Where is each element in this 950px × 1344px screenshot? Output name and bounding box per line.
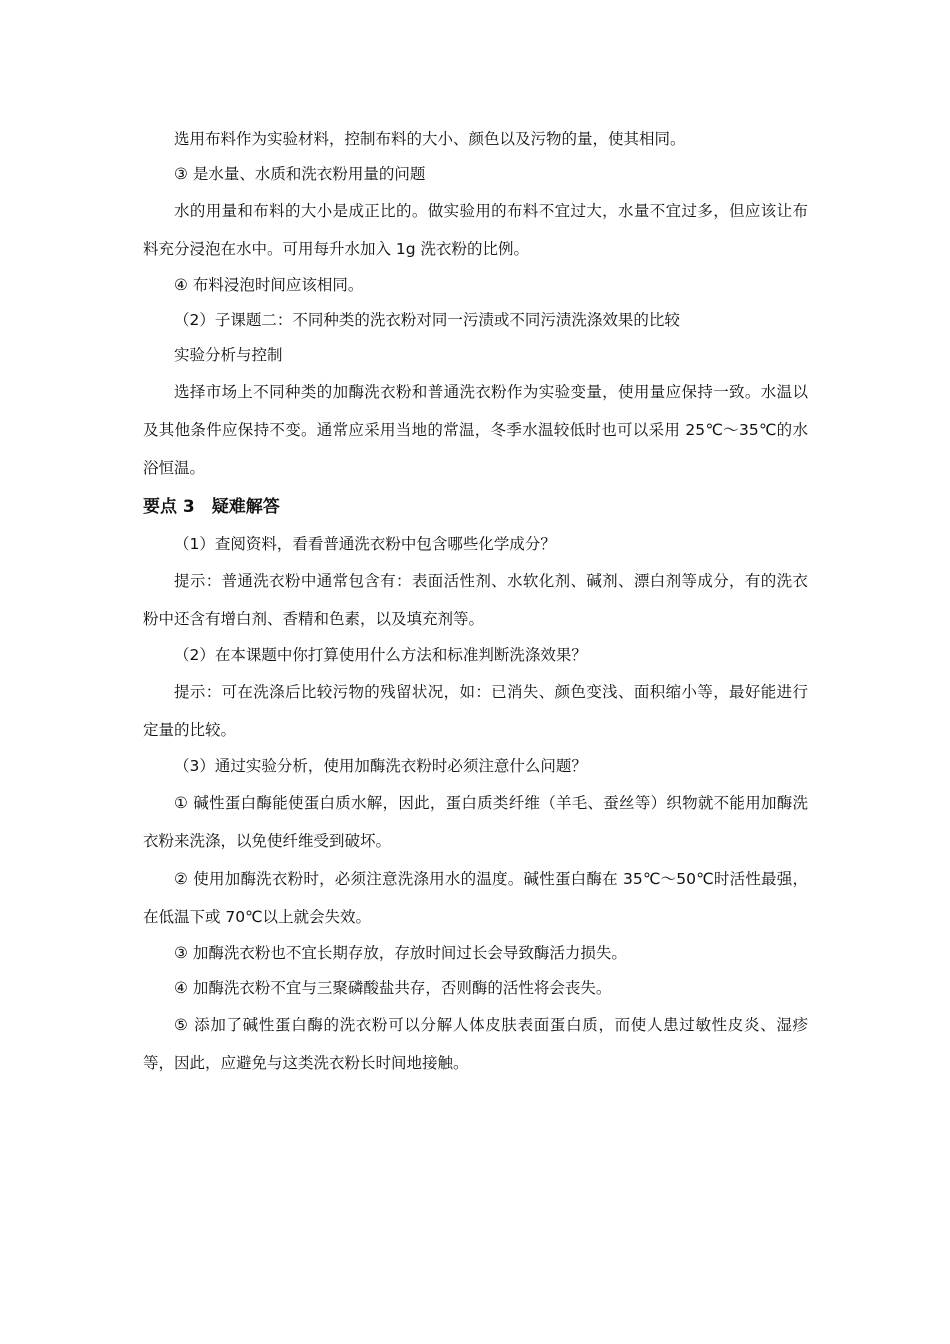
paragraph: ③ 是水量、水质和洗衣粉用量的问题 — [174, 165, 426, 183]
answer: 提示：可在洗涤后比较污物的残留状况，如：已消失、颜色变浅、面积缩小等，最好能进行定量的比较。 — [143, 683, 808, 739]
list-item: ⑤ 添加了碱性蛋白酶的洗衣粉可以分解人体皮肤表面蛋白质，而使人患过敏性皮炎、湿疹等，因此，应避免与这类洗衣粉长时间地接触。 — [143, 1016, 808, 1072]
paragraph: 选择市场上不同种类的加酶洗衣粉和普通洗衣粉作为实验变量，使用量应保持一致。水温以及其他条件应保持不变。通常应采用当地的常温，冬季水温较低时也可以采用 25℃～35℃的水浴恒温。 — [143, 383, 808, 477]
paragraph: 实验分析与控制 — [174, 346, 283, 364]
question: （3）通过实验分析，使用加酶洗衣粉时必须注意什么问题？ — [174, 757, 587, 775]
paragraph: 水的用量和布料的大小是成正比的。做实验用的布料不宜过大，水量不宜过多，但应该让布料充分浸泡在水中。可用每升水加入 1g 洗衣粉的比例。 — [143, 202, 808, 258]
list-item: ① 碱性蛋白酶能使蛋白质水解，因此，蛋白质类纤维（羊毛、蚕丝等）织物就不能用加酶洗衣粉来洗涤，以免使纤维受到破坏。 — [143, 794, 808, 850]
paragraph: ④ 布料浸泡时间应该相同。 — [174, 276, 364, 294]
question: （1）查阅资料，看看普通洗衣粉中包含哪些化学成分？ — [174, 535, 556, 553]
list-item: ③ 加酶洗衣粉也不宜长期存放，存放时间过长会导致酶活力损失。 — [174, 944, 627, 962]
document-body — [143, 122, 808, 1082]
answer: 提示：普通洗衣粉中通常包含有：表面活性剂、水软化剂、碱剂、漂白剂等成分，有的洗衣粉中还含有增白剂、香精和色素，以及填充剂等。 — [143, 572, 808, 628]
list-item: ② 使用加酶洗衣粉时，必须注意洗涤用水的温度。碱性蛋白酶在 35℃～50℃时活性最强，在低温下或 70℃以上就会失效。 — [143, 870, 808, 926]
paragraph: （2）子课题二：不同种类的洗衣粉对同一污渍或不同污渍洗涤效果的比较 — [174, 311, 680, 329]
section-heading: 要点 3 疑难解答 — [143, 497, 280, 517]
question: （2）在本课题中你打算使用什么方法和标准判断洗涤效果？ — [174, 646, 587, 664]
paragraph: 选用布料作为实验材料，控制布料的大小、颜色以及污物的量，使其相同。 — [174, 130, 686, 148]
list-item: ④ 加酶洗衣粉不宜与三聚磷酸盐共存，否则酶的活性将会丧失。 — [174, 979, 612, 997]
